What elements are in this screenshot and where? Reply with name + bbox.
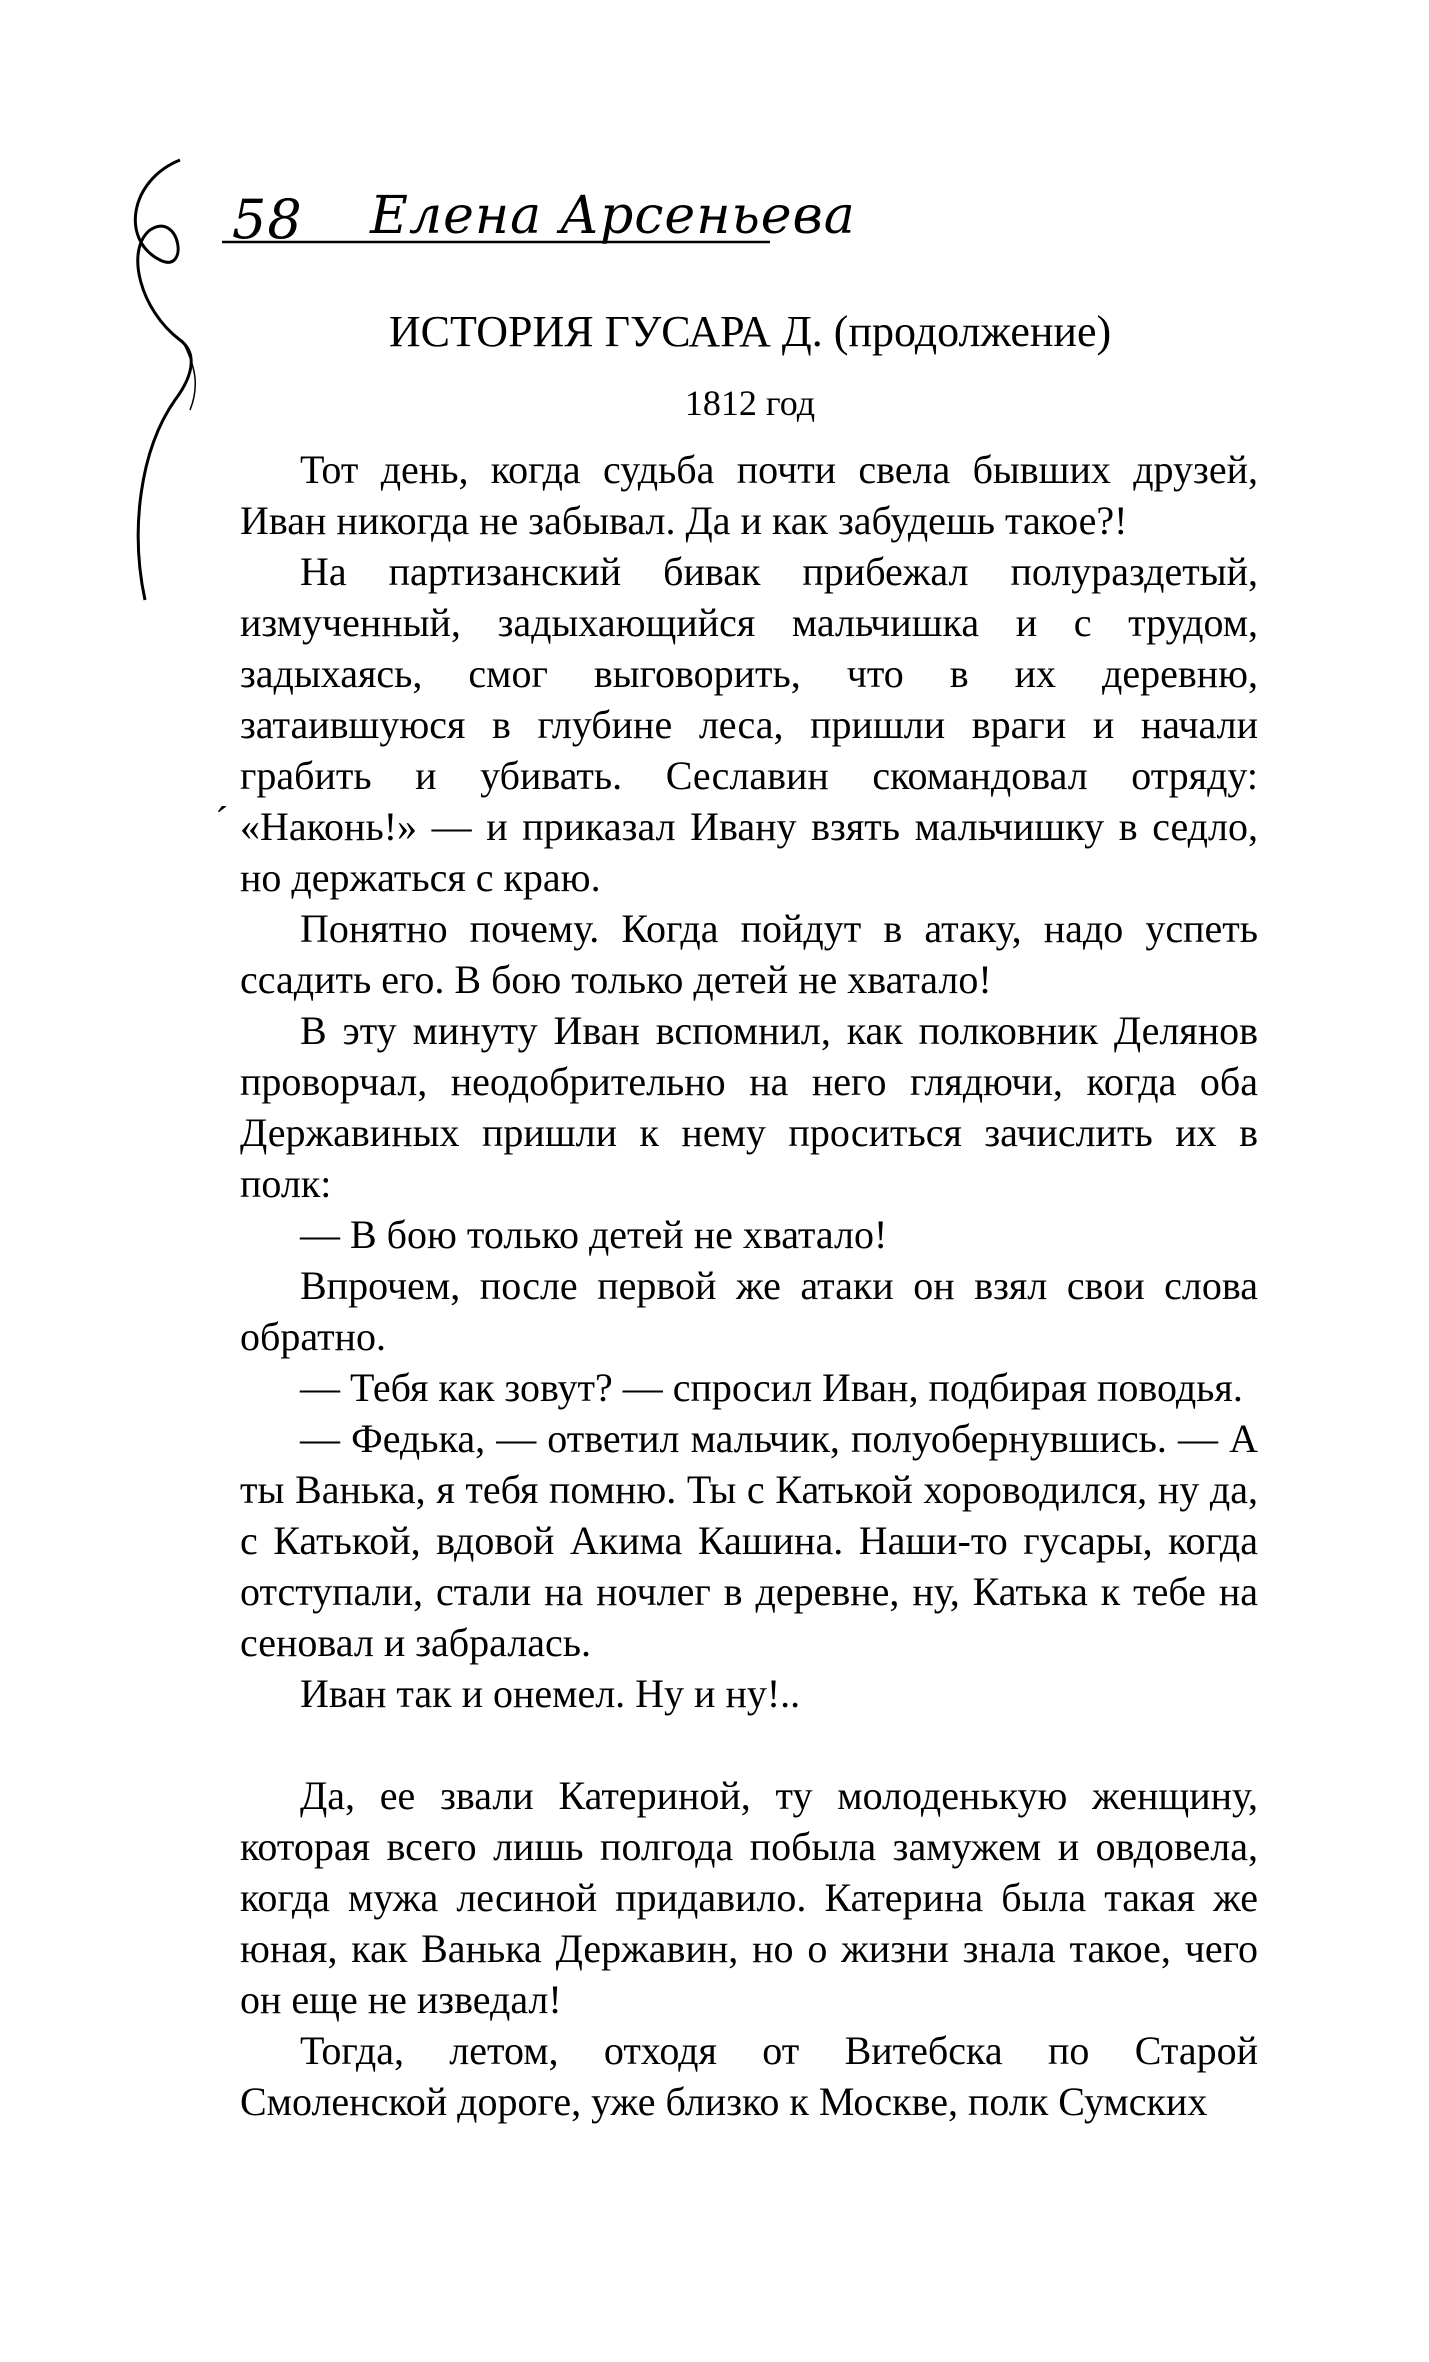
- paragraph: Понятно почему. Когда пойдут в атаку, надо успеть ссадить его. В бою только детей не хватало!: [240, 906, 1258, 1002]
- page-number: 58: [232, 188, 303, 251]
- paragraph: — Тебя как зовут? — спросил Иван, подбирая поводья.: [300, 1365, 1243, 1410]
- paragraph: Тогда, летом, отходя от Витебска по Старой Смоленской дороге, уже близко к Москве, полк Сумских: [240, 2028, 1258, 2124]
- paragraph: — Федька, — ответил мальчик, полуобернувшись. — А ты Ванька, я тебя помню. Ты с Катькой хороводился, ну да, с Катькой, вдовой Акима Кашина. Наши-то гусары, когда отступали, стали на ночлег в деревне, ну, Катька к тебе на сеновал и забралась.: [240, 1416, 1258, 1665]
- paragraph: — В бою только детей не хватало!: [300, 1212, 888, 1257]
- running-title-author: Елена Арсеньева: [370, 186, 856, 246]
- body-text: [240, 444, 1258, 2127]
- paragraph: Иван так и онемел. Ну и ну!..: [300, 1671, 801, 1716]
- running-header: [222, 180, 856, 260]
- paragraph: В эту минуту Иван вспомнил, как полковник Делянов проворчал, неодобрительно на него глядючи, когда оба Державиных пришли к нему проситься зачислить их в полк:: [240, 1008, 1258, 1206]
- stray-accent-mark: ´: [215, 798, 229, 843]
- paragraph: Да, ее звали Катериной, ту молоденькую женщину, которая всего лишь полгода побыла замужем и овдовела, когда мужа лесиной придавило. Катерина была такая же юная, как Ванька Державин, но о жизни знала такое, чего он еще не изведал!: [240, 1773, 1258, 2022]
- chapter-title: ИСТОРИЯ ГУСАРА Д. (продолжение): [388, 307, 1112, 356]
- paragraph: Впрочем, после первой же атаки он взял свои слова обратно.: [240, 1263, 1258, 1359]
- paragraph: На партизанский бивак прибежал полураздетый, измученный, задыхающийся мальчишка и с трудом, задыхаясь, смог выговорить, что в их деревню, затаившуюся в глубине леса, пришли враги и начали грабить и убивать. Сеславин скомандовал отряду: «Наконь!» — и приказал Ивану взять мальчишку в седло, но держаться с краю.: [240, 549, 1258, 900]
- paragraph: Тот день, когда судьба почти свела бывших друзей, Иван никогда не забывал. Да и как забудешь такое?!: [240, 447, 1258, 543]
- chapter-year: 1812 год: [684, 383, 816, 423]
